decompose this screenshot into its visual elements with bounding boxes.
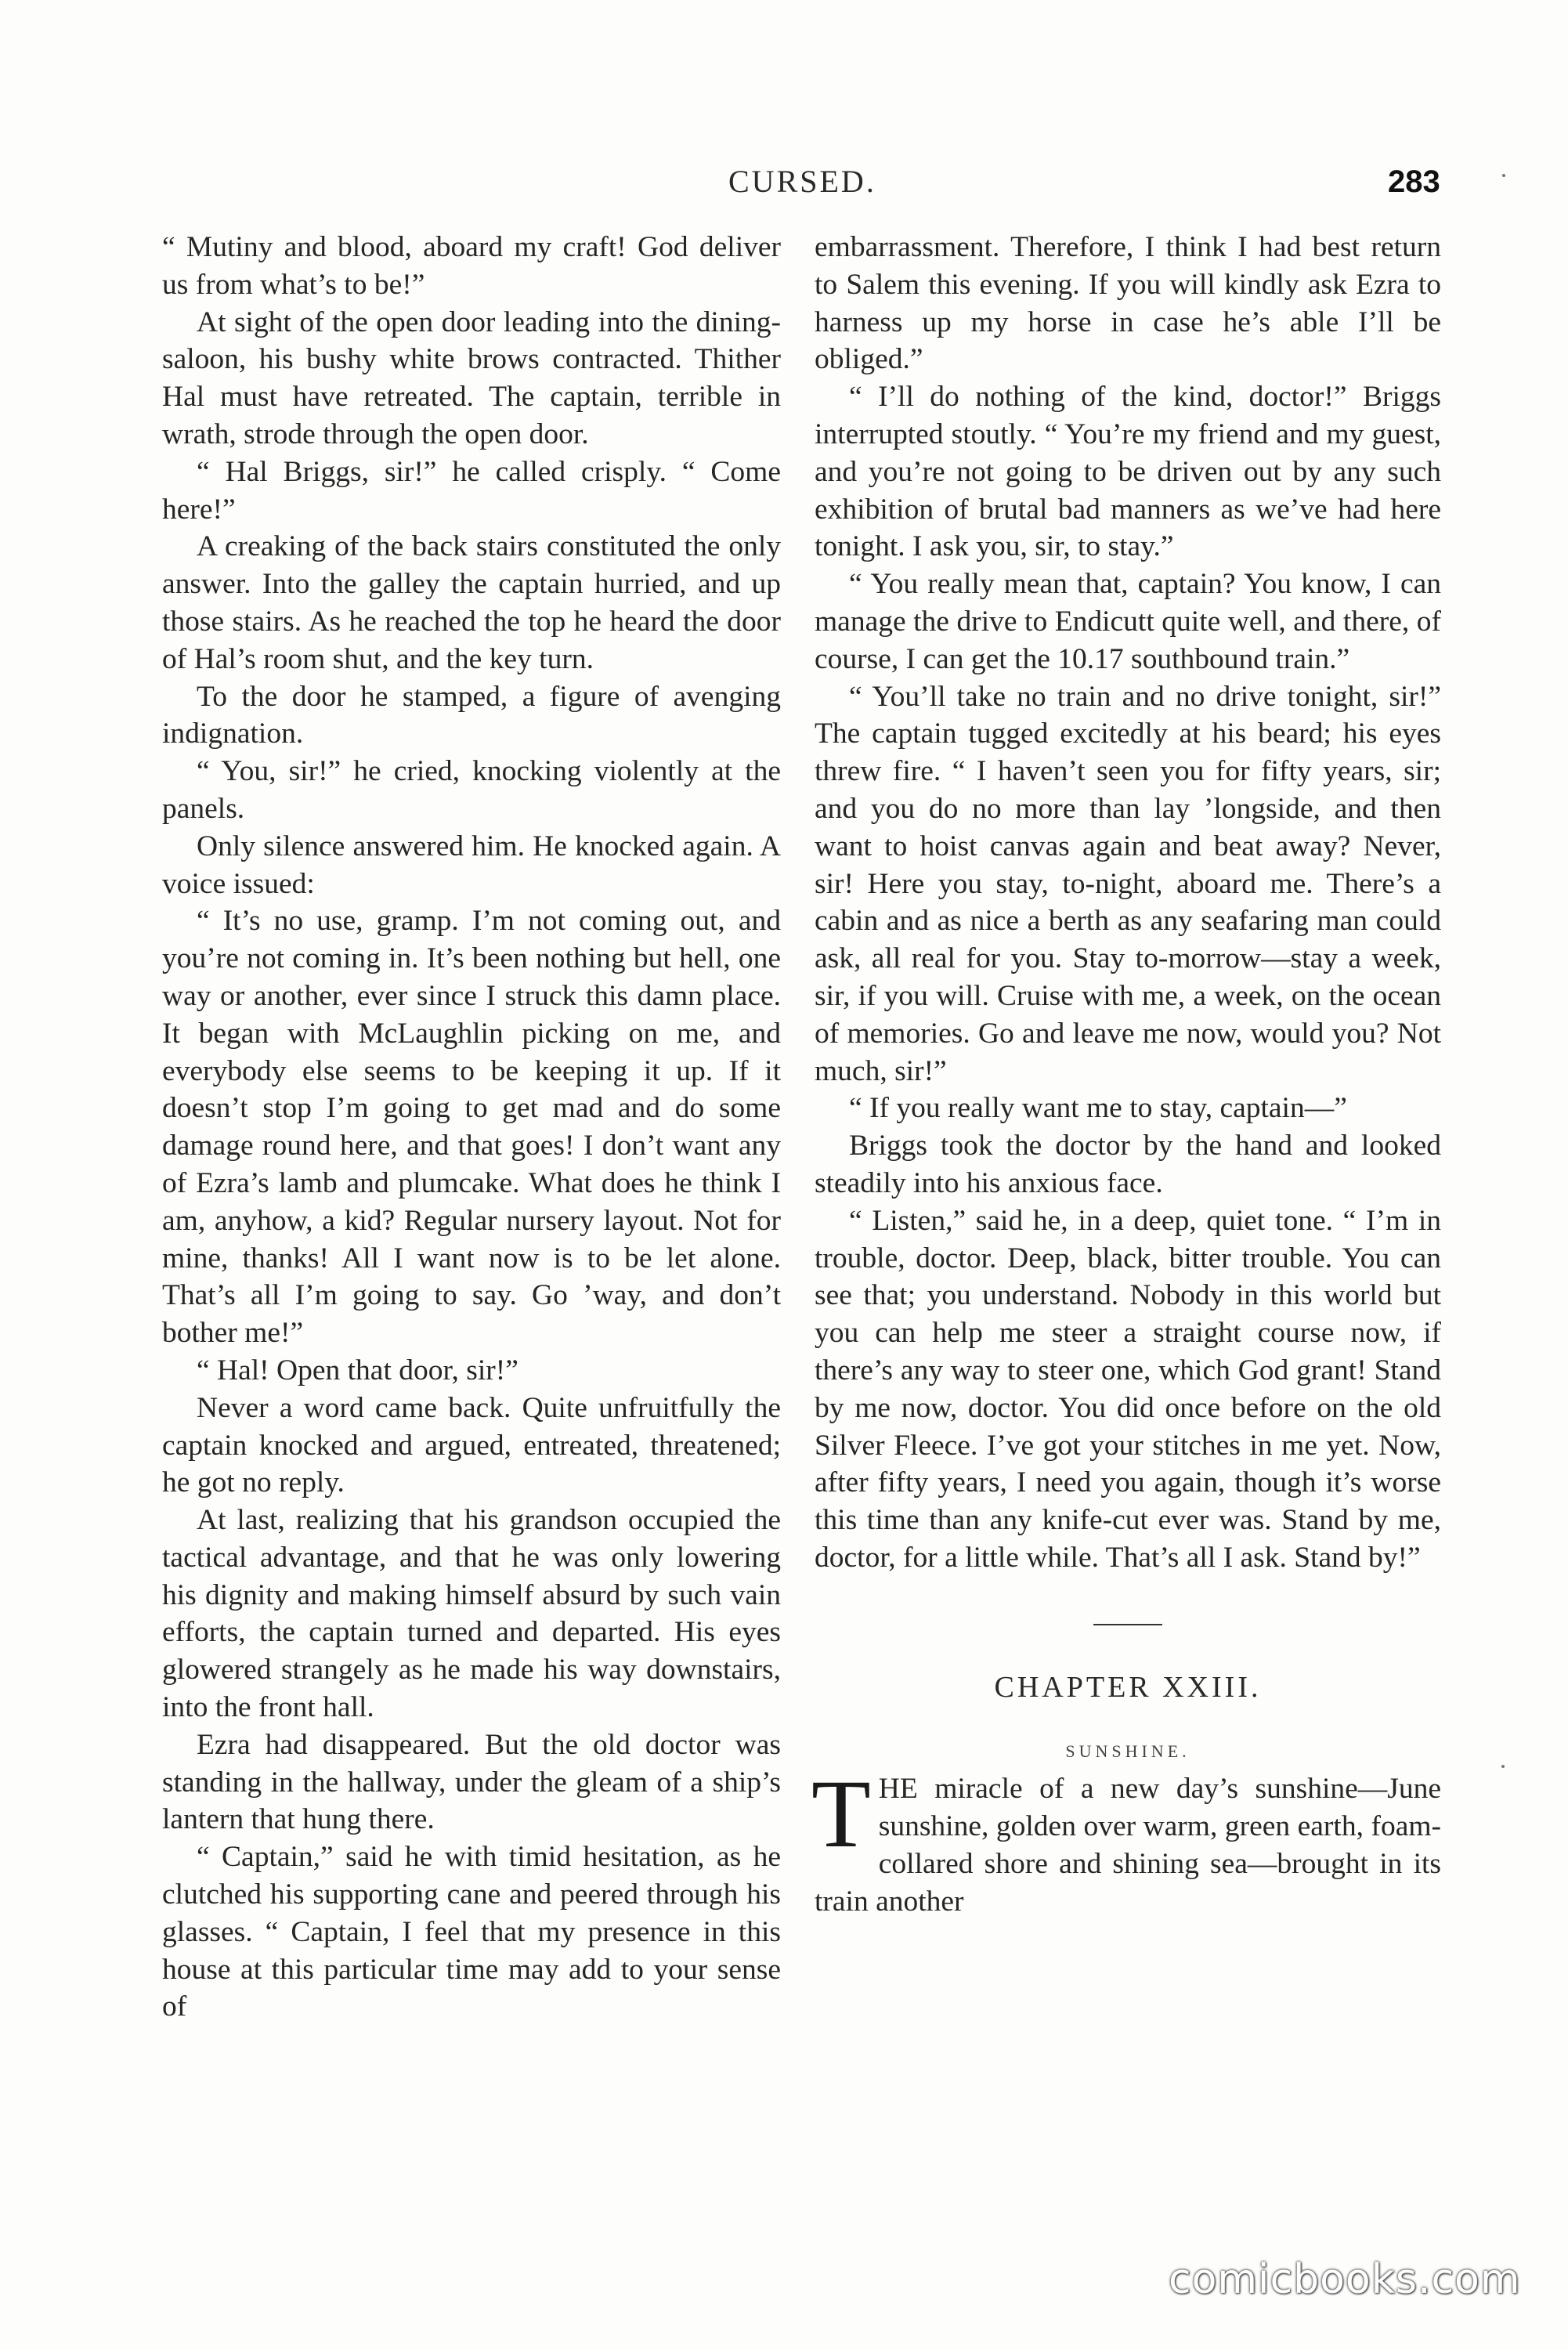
drop-cap: T xyxy=(811,1760,871,1868)
paragraph: “ Hal! Open that door, sir!” xyxy=(197,1354,518,1386)
paragraph: “ If you really want me to stay, captain—” xyxy=(849,1092,1347,1125)
right-column xyxy=(811,229,1441,1920)
running-header: CURSED. xyxy=(728,164,876,199)
paragraph: “ Captain,” said he with timid hesitation, as he clutched his supporting cane and peered through his glasses. “ Captain, I feel that my presence in this house at this particular time may add to your sense of xyxy=(162,1841,781,2023)
chapter-title: SUNSHINE. xyxy=(1065,1741,1190,1762)
paragraph: To the door he stamped, a figure of avenging indignation. xyxy=(162,680,781,750)
paragraph: “ Listen,” said he, in a deep, quiet tone. “ I’m in trouble, doctor. Deep, black, bitter trouble. You can see that; you understand. Nobody in this world but you can help me steer a straight course now, if there’s any way to steer one, which God grant! Stand by me now, doctor. You did once before on the old Silver Fleece. I’ve got your stitches in me yet. Now, after fifty years, I need you again, though it’s worse this time than any knife-cut ever was. Stand by me, doctor, for a little while. That’s all I ask. Stand by!” xyxy=(815,1204,1441,1574)
paragraph: “ You really mean that, captain? You know, I can manage the drive to Endicutt quite well, and there, of course, I can get the 10.17 southbound train.” xyxy=(815,568,1441,675)
paragraph: Only silence answered him. He knocked again. A voice issued: xyxy=(162,830,781,900)
left-column xyxy=(162,229,781,2026)
paragraph: “ Hal Briggs, sir!” he called crisply. “ Come here!” xyxy=(162,455,781,526)
paragraph: “ I’ll do nothing of the kind, doctor!” Briggs interrupted stoutly. “ You’re my friend and my guest, and you’re not going to be driven out by any such exhibition of brutal bad manners as we’ve had here tonight. I ask you, sir, to stay.” xyxy=(815,381,1441,563)
chapter-opening-paragraph xyxy=(811,1760,1441,1920)
watermark: comicbooks.com xyxy=(1169,2256,1521,2303)
chapter-heading: CHAPTER XXIII. xyxy=(994,1670,1262,1704)
page-number: 283 xyxy=(1388,164,1440,199)
paragraph: At last, realizing that his grandson occupied the tactical advantage, and that he was only lowering his dignity and making himself absurd by such vain efforts, the captain turned and departed. His eyes glowered strangely as he made his way downstairs, into the front hall. xyxy=(162,1504,781,1724)
section-divider xyxy=(1093,1624,1162,1625)
scan-speck xyxy=(1501,1765,1505,1768)
paragraph: A creaking of the back stairs constituted the only answer. Into the galley the captain hurried, and up those stairs. As he reached the top he heard the door of Hal’s room shut, and the key turn. xyxy=(162,530,781,675)
chapter-opening-text: HE miracle of a new day’s sunshine—June sunshine, golden over warm, green earth, foam-collared shore and shining sea—brought in its train another xyxy=(815,1773,1441,1918)
paragraph: “ It’s no use, gramp. I’m not coming out, and you’re not coming in. It’s been nothing but hell, one way or another, ever since I struck this damn place. It began with McLaughlin picking on me, and everybody else seems to be keeping it up. If it doesn’t stop I’m going to get mad and do some damage round here, and that goes! I don’t want any of Ezra’s lamb and plumcake. What does he think I am, anyhow, a kid? Regular nursery layout. Not for mine, thanks! All I want now is to be let alone. That’s all I’m going to say. Go ’way, and don’t bother me!” xyxy=(162,905,781,1350)
paragraph: “ Mutiny and blood, aboard my craft! God deliver us from what’s to be!” xyxy=(162,231,781,301)
paragraph: “ You’ll take no train and no drive tonight, sir!” The captain tugged excitedly at his beard; his eyes threw fire. “ I haven’t seen you for fifty years, sir; and you do no more than lay ’longside, and then want to hoist canvas again and beat away? Never, sir! Here you stay, to-night, aboard me. There’s a cabin and as nice a berth as any seafaring man could ask, all real for you. Stay to-morrow—stay a week, sir, if you will. Cruise with me, a week, on the ocean of memories. Go and leave me now, would you? Not much, sir!” xyxy=(815,680,1441,1087)
paragraph: At sight of the open door leading into the dining-saloon, his bushy white brows contracted. Thither Hal must have retreated. The captain, terrible in wrath, strode through the open door. xyxy=(162,306,781,450)
paragraph: Never a word came back. Quite unfruitfully the captain knocked and argued, entreated, threatened; he got no reply. xyxy=(162,1391,781,1499)
paragraph: embarrassment. Therefore, I think I had best return to Salem this evening. If you will kindly ask Ezra to harness up my horse in case he’s able I’ll be obliged.” xyxy=(815,231,1441,376)
paragraph: “ You, sir!” he cried, knocking violently at the panels. xyxy=(162,755,781,825)
scan-speck xyxy=(1502,174,1505,177)
paragraph: Ezra had disappeared. But the old doctor was standing in the hallway, under the gleam of a ship’s lantern that hung there. xyxy=(162,1728,781,1836)
paragraph: Briggs took the doctor by the hand and looked steadily into his anxious face. xyxy=(815,1130,1441,1199)
